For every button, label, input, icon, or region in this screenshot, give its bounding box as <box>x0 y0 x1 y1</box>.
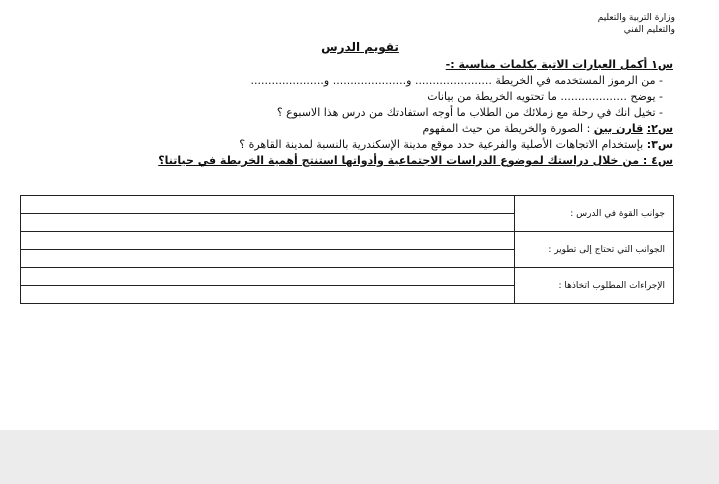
question-3-text: بإستخدام الاتجاهات الأصلية والفرعية حدد موقع مدينة الإسكندرية بالنسبة لمدينة القاهرة ؟ <box>239 138 647 151</box>
strengths-label: جوانب القوة في الدرس : <box>515 196 674 232</box>
ministry-line-2: والتعليم الفني <box>623 25 675 35</box>
table-row <box>21 268 674 286</box>
question-3 <box>239 138 673 152</box>
improvement-label: الجوانب التي تحتاج إلى تطوير : <box>515 232 674 268</box>
question-4: س٤ : من خلال دراستك لموضوع الدراسات الاجتماعية وأدواتها استنتج أهمية الخريطة في حياتنا؟ <box>158 154 673 167</box>
evaluation-table <box>20 195 674 304</box>
page-title: تقويم الدرس <box>321 40 399 54</box>
table-row <box>21 196 674 214</box>
question-1-heading: س١ أكمل العبارات الاتية بكلمات مناسبة :- <box>445 58 673 71</box>
question-1-item-2: - يوضح ................... ما تحتويه الخريطة من بيانات <box>427 90 663 103</box>
answer-cell[interactable] <box>21 286 515 304</box>
table-row <box>21 232 674 250</box>
question-2-prefix: س٢: <box>646 122 673 135</box>
answer-cell[interactable] <box>21 196 515 214</box>
ministry-line-1: وزارة التربية والتعليم <box>597 13 675 23</box>
question-2 <box>422 122 673 136</box>
question-1-item-3: - تخيل انك في رحلة مع زملائك من الطلاب ما أوجه استفادتك من درس هذا الاسبوع ؟ <box>276 106 663 119</box>
question-1-item-1: - من الرموز المستخدمه في الخريطة ...................... و..................... و..................... <box>250 74 663 87</box>
answer-cell[interactable] <box>21 268 515 286</box>
actions-label: الإجراءات المطلوب اتخاذها : <box>515 268 674 304</box>
question-2-text: : الصورة والخريطة من حيث المفهوم <box>422 122 594 135</box>
answer-cell[interactable] <box>21 214 515 232</box>
answer-cell[interactable] <box>21 250 515 268</box>
question-3-prefix: س٣: <box>646 138 673 151</box>
ministry-header <box>525 12 675 36</box>
answer-cell[interactable] <box>21 232 515 250</box>
question-2-emphasis: قارن بين <box>593 122 644 135</box>
